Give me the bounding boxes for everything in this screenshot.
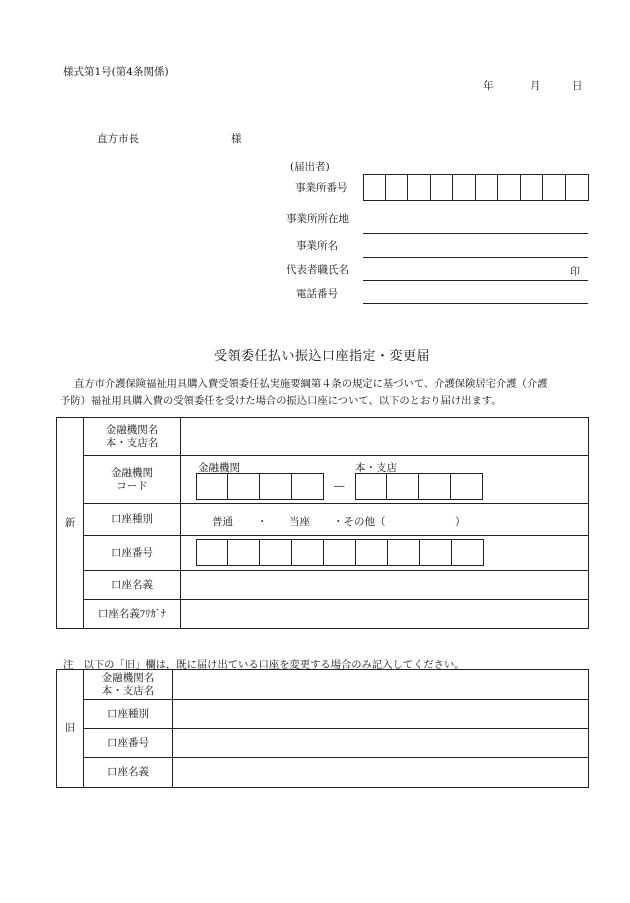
account-type-ordinary[interactable]: 普通 [212,516,233,528]
new-account-number-label: 口座番号 [84,536,181,571]
old-account-type-field[interactable] [173,700,589,729]
representative-field[interactable] [363,280,588,281]
office-name-label: 事業所名 [296,240,338,252]
account-type-other-close: ） [455,516,466,528]
form-number: 様式第1号(第4条関係) [63,66,169,78]
old-section-label: 旧 [57,670,84,788]
new-account-holder-kana-label: 口座名義ﾌﾘｶﾞﾅ [84,600,181,629]
office-number-label: 事業所番号 [295,182,348,194]
change-note: 注 以下の「旧」欄は，既に届け出ている口座を変更する場合のみ記入してください。 [63,659,465,671]
old-account-holder-label: 口座名義 [84,758,173,788]
branch-code-boxes[interactable] [355,473,483,500]
office-number-boxes[interactable] [363,174,589,201]
new-bank-code-label: 金融機関 コード [84,456,181,504]
intro-line-1: 直方市介護保険福祉用具購入費受領委任払実施要綱第４条の規定に基づいて、介護保険居宅介護（介護 [74,378,548,390]
account-number-boxes[interactable] [196,539,484,566]
phone-label: 電話番号 [296,288,338,300]
old-account-number-label: 口座番号 [84,729,173,758]
phone-field[interactable] [363,303,588,304]
old-bank-name-field[interactable] [173,670,589,700]
code-dash: ― [334,480,345,492]
new-section-label: 新 [57,418,84,629]
new-account-holder-field[interactable] [181,571,589,600]
old-account-table [56,669,589,788]
account-type-separator: ・ [257,516,268,528]
new-bank-name-label: 金融機関名 本・支店名 [84,418,181,456]
office-address-field[interactable] [363,233,588,234]
addressee-name: 直方市長 [97,133,139,145]
office-name-field[interactable] [363,257,588,258]
account-type-other[interactable]: ・その他（ [333,516,386,528]
new-account-holder-label: 口座名義 [84,571,181,600]
new-account-holder-kana-field[interactable] [181,600,589,629]
branch-code-sublabel: 本・支店 [355,462,397,474]
bank-code-sublabel: 金融機関 [198,462,240,474]
new-account-table [56,417,589,629]
old-bank-name-label: 金融機関名 本・支店名 [84,670,173,700]
new-account-type-label: 口座種別 [84,504,181,536]
old-account-holder-field[interactable] [173,758,589,788]
seal-mark: 印 [570,267,580,278]
office-address-label: 事業所所在地 [286,213,349,225]
old-account-type-label: 口座種別 [84,700,173,729]
bank-code-boxes[interactable] [196,473,324,500]
applicant-heading: (届出者) [290,161,330,173]
date-year: 年 [483,80,494,92]
representative-label: 代表者職氏名 [286,264,349,276]
account-type-current[interactable]: 当座 [289,516,310,528]
new-bank-name-field[interactable] [181,418,589,456]
document-title: 受領委任払い振込口座指定・変更届 [214,349,431,364]
date-month: 月 [530,80,541,92]
addressee-honorific: 様 [231,133,242,145]
date-day: 日 [572,80,583,92]
old-account-number-field[interactable] [173,729,589,758]
intro-line-2: 予防）福祉用具購入費の受領委任を受けた場合の振込口座について、以下のとおり届け出ます。 [60,395,502,407]
